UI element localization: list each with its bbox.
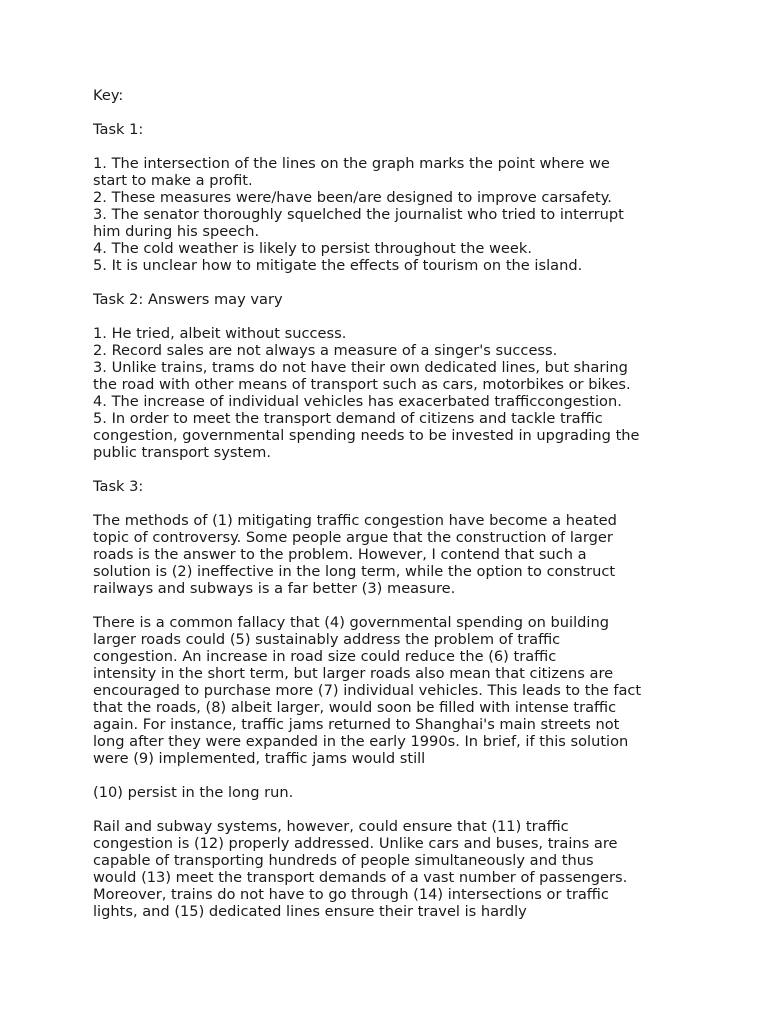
- task3-line: long after they were expanded in the early 1990s. In brief, if this solution: [93, 733, 629, 750]
- task2-heading: Task 2: Answers may vary: [93, 291, 283, 308]
- task1-line: 5. It is unclear how to mitigate the effects of tourism on the island.: [93, 257, 583, 274]
- task3-line: railways and subways is a far better (3) measure.: [93, 580, 456, 597]
- task3-line: (10) persist in the long run.: [93, 784, 294, 801]
- task2-answers: [93, 325, 683, 461]
- task3-paragraph-1: [93, 512, 683, 597]
- task3-line: capable of transporting hundreds of people simultaneously and thus: [93, 852, 594, 869]
- task3-line: solution is (2) ineffective in the long term, while the option to construct: [93, 563, 616, 580]
- task3-line: larger roads could (5) sustainably address the problem of traffic: [93, 631, 561, 648]
- task2-line: 5. In order to meet the transport demand of citizens and tackle traffic: [93, 410, 603, 427]
- task3-paragraph-3: [93, 784, 683, 801]
- key-heading: Key:: [93, 87, 124, 104]
- task3-line: Moreover, trains do not have to go through (14) intersections or traffic: [93, 886, 609, 903]
- task3-line: lights, and (15) dedicated lines ensure their travel is hardly: [93, 903, 527, 920]
- task3-line: congestion is (12) properly addressed. Unlike cars and buses, trains are: [93, 835, 618, 852]
- task3-line: Rail and subway systems, however, could ensure that (11) traffic: [93, 818, 569, 835]
- task1-heading: Task 1:: [93, 121, 144, 138]
- task3-line: There is a common fallacy that (4) governmental spending on building: [93, 614, 609, 631]
- task1-answers: [93, 155, 683, 274]
- task2-line: 2. Record sales are not always a measure of a singer's success.: [93, 342, 558, 359]
- task3-paragraph-2: [93, 614, 683, 767]
- task2-line: 3. Unlike trains, trams do not have their own dedicated lines, but sharing: [93, 359, 628, 376]
- task3-heading: Task 3:: [93, 478, 144, 495]
- task1-line: start to make a profit.: [93, 172, 253, 189]
- task3-line: The methods of (1) mitigating traffic congestion have become a heated: [93, 512, 617, 529]
- task3-line: intensity in the short term, but larger roads also mean that citizens are: [93, 665, 614, 682]
- task2-line: 4. The increase of individual vehicles has exacerbated trafficcongestion.: [93, 393, 622, 410]
- task3-line: congestion. An increase in road size could reduce the (6) traffic: [93, 648, 557, 665]
- task3-line: topic of controversy. Some people argue that the construction of larger: [93, 529, 613, 546]
- task3-line: roads is the answer to the problem. However, I contend that such a: [93, 546, 587, 563]
- task3-line: would (13) meet the transport demands of a vast number of passengers.: [93, 869, 628, 886]
- task3-line: again. For instance, traffic jams returned to Shanghai's main streets not: [93, 716, 620, 733]
- task3-line: encouraged to purchase more (7) individual vehicles. This leads to the fact: [93, 682, 642, 699]
- task2-line: congestion, governmental spending needs to be invested in upgrading the: [93, 427, 640, 444]
- task1-line: him during his speech.: [93, 223, 260, 240]
- task1-line: 4. The cold weather is likely to persist throughout the week.: [93, 240, 532, 257]
- task3-line: that the roads, (8) albeit larger, would soon be filled with intense traffic: [93, 699, 617, 716]
- task1-line: 3. The senator thoroughly squelched the journalist who tried to interrupt: [93, 206, 624, 223]
- task2-line: 1. He tried, albeit without success.: [93, 325, 347, 342]
- task3-paragraph-4: [93, 818, 683, 920]
- task2-line: the road with other means of transport such as cars, motorbikes or bikes.: [93, 376, 631, 393]
- task2-line: public transport system.: [93, 444, 272, 461]
- document-page: [93, 87, 683, 920]
- task1-line: 2. These measures were/have been/are designed to improve carsafety.: [93, 189, 612, 206]
- task1-line: 1. The intersection of the lines on the graph marks the point where we: [93, 155, 610, 172]
- task3-line: were (9) implemented, traffic jams would still: [93, 750, 426, 767]
